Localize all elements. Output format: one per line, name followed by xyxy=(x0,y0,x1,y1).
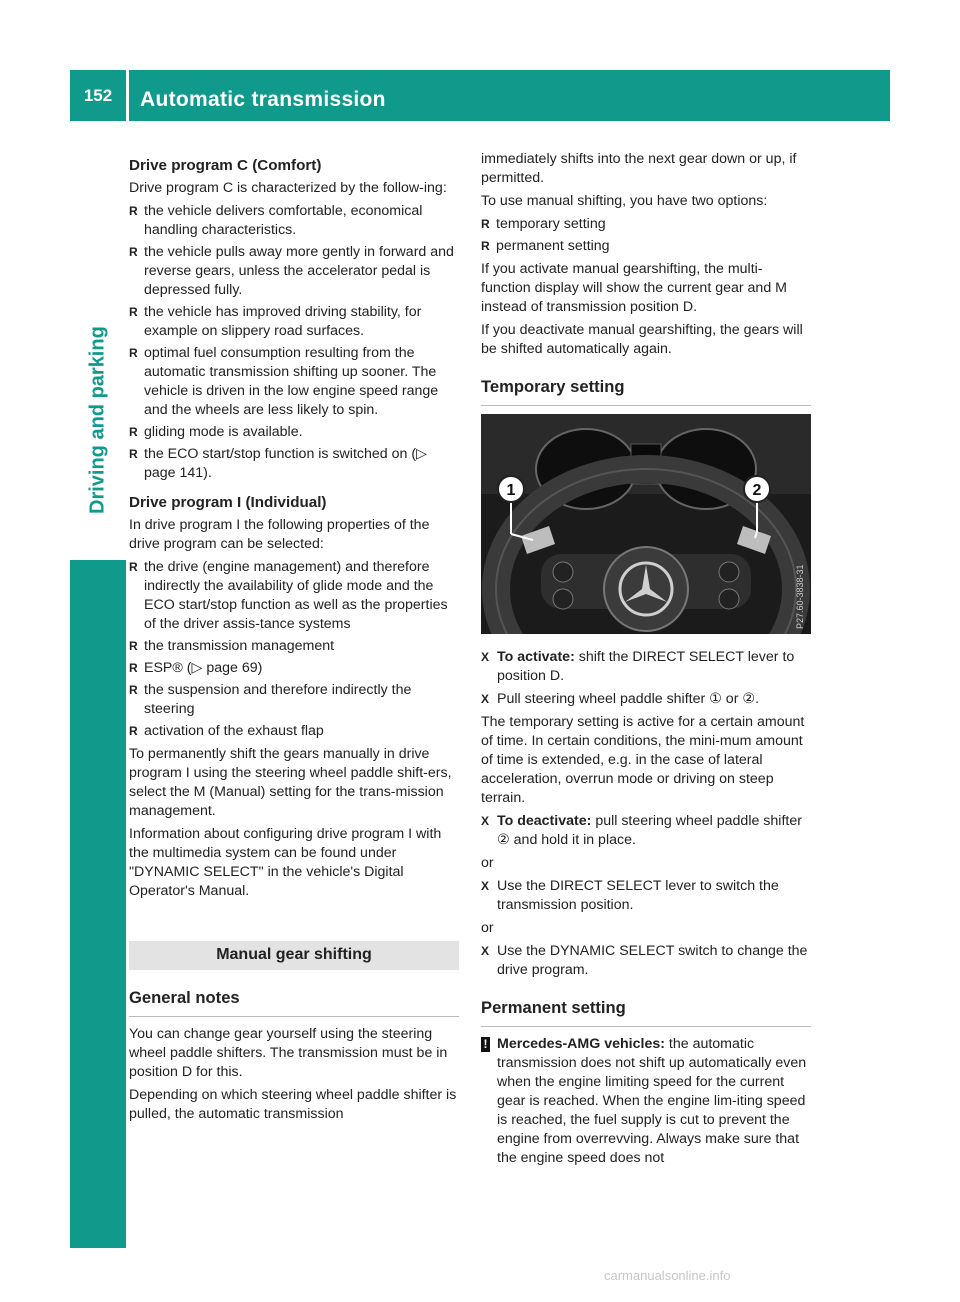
page-number: 152 xyxy=(83,85,113,105)
or-separator: or xyxy=(481,855,494,871)
chapter-label: Driving and parking xyxy=(86,326,109,514)
arrow-right-icon: X xyxy=(481,650,490,664)
individual-intro: In drive program I the following properties of the drive program can be selected: xyxy=(129,517,430,552)
page-title: Automatic transmission xyxy=(140,88,386,111)
comfort-list xyxy=(129,202,459,483)
list-item: R ESP® (▷ page 69) xyxy=(129,659,459,678)
steering-wheel-illustration xyxy=(481,414,811,634)
para-config-info: Information about configuring drive program I with the multimedia system can be found under "DYNAMIC SELECT" in the vehicle's Digital Operator's Manual. xyxy=(129,826,442,899)
heading-comfort: Drive program C (Comfort) xyxy=(129,157,322,174)
step-deactivate xyxy=(481,812,811,850)
heading-individual: Drive program I (Individual) xyxy=(129,494,327,511)
list-item: R gliding mode is available. xyxy=(129,423,459,442)
step-text: shift the DIRECT SELECT lever to position D. xyxy=(497,649,795,684)
figure-code: P27.60-3838-31 xyxy=(795,564,805,629)
list-item: R the suspension and therefore indirectly the steering xyxy=(129,681,459,719)
arrow-right-icon: X xyxy=(481,944,490,958)
step-label: To deactivate: xyxy=(497,813,592,829)
steering-wheel-figure xyxy=(481,414,811,634)
warning-label: Mercedes-AMG vehicles: xyxy=(497,1036,665,1052)
list-item: R optimal fuel consumption resulting from the automatic transmission shifting up sooner. The vehicle is driven in the low engine speed range and the wheels are less likely to spin. xyxy=(129,344,459,420)
options-list xyxy=(481,215,811,256)
temporary-para: The temporary setting is active for a certain amount of time. In certain conditions, the mini-mum amount of time is extended, e.g. in the case of lateral acceleration, overrun mode or driving on steep terrain. xyxy=(481,714,805,806)
right-column xyxy=(481,150,811,1168)
general-notes-2: Depending on which steering wheel paddle shifter is pulled, the automatic transmission xyxy=(129,1087,457,1122)
warning-text: the automatic transmission does not shift up automatically even when the engine limiting speed for the current gear is reached. When the engine lim-iting speed is reached, the fuel supply is cut to prevent the engine from overrevving. Always make sure that the engine speed does not xyxy=(497,1036,807,1166)
step-text: pull steering wheel paddle shifter ② and hold it in place. xyxy=(497,813,802,848)
arrow-right-icon: X xyxy=(481,692,490,706)
activate-para: If you activate manual gearshifting, the multi-function display will show the current gear and M instead of transmission position D. xyxy=(481,261,787,315)
watermark: carmanualsonline.info xyxy=(604,1268,731,1283)
warning-note xyxy=(481,1035,811,1168)
step-dynamic-select xyxy=(481,942,811,980)
step-text: Pull steering wheel paddle shifter ① or ②. xyxy=(497,691,760,707)
para-permanent-shift: To permanently shift the gears manually in drive program I using the steering wheel paddle shift-ers, select the M (Manual) setting for the trans-mission management. xyxy=(129,746,452,819)
left-column xyxy=(129,150,459,1128)
page-header xyxy=(70,70,890,121)
heading-temporary-setting: Temporary setting xyxy=(481,377,811,406)
section-manual-gear-shifting: Manual gear shifting xyxy=(129,941,459,970)
list-item: R activation of the exhaust flap xyxy=(129,722,459,741)
callout-2: 2 xyxy=(752,482,762,499)
or-separator: or xyxy=(481,920,494,936)
deactivate-para: If you deactivate manual gearshifting, the gears will be shifted automatically again. xyxy=(481,322,803,357)
list-item: R the drive (engine management) and therefore indirectly the availability of glide mode and the ECO start/stop function as well as the properties of the driver assis-tance systems xyxy=(129,558,459,634)
heading-general-notes: General notes xyxy=(129,988,459,1017)
list-item: R the vehicle has improved driving stability, for example on slippery road surfaces. xyxy=(129,303,459,341)
step-direct-select xyxy=(481,877,811,915)
list-item: R the vehicle pulls away more gently in forward and reverse gears, unless the accelerator pedal is depressed fully. xyxy=(129,243,459,300)
callout-1: 1 xyxy=(506,482,516,499)
arrow-right-icon: X xyxy=(481,814,490,828)
warning-icon: ! xyxy=(481,1037,490,1052)
list-item: R the vehicle delivers comfortable, economical handling characteristics. xyxy=(129,202,459,240)
step-pull-shifter xyxy=(481,690,811,709)
step-text: Use the DYNAMIC SELECT switch to change the drive program. xyxy=(497,943,808,978)
step-label: To activate: xyxy=(497,649,575,665)
list-item: R the transmission management xyxy=(129,637,459,656)
continued-text: immediately shifts into the next gear down or up, if permitted. xyxy=(481,151,797,186)
header-divider xyxy=(126,70,129,121)
list-item: R temporary setting xyxy=(481,215,811,234)
step-activate xyxy=(481,648,811,686)
individual-list xyxy=(129,558,459,741)
options-intro: To use manual shifting, you have two options: xyxy=(481,193,768,209)
chapter-block xyxy=(70,560,126,1248)
list-item: R permanent setting xyxy=(481,237,811,256)
comfort-intro: Drive program C is characterized by the follow-ing: xyxy=(129,180,447,196)
list-item: R the ECO start/stop function is switched on (▷ page 141). xyxy=(129,445,459,483)
heading-permanent-setting: Permanent setting xyxy=(481,998,811,1027)
arrow-right-icon: X xyxy=(481,879,490,893)
general-notes-1: You can change gear yourself using the steering wheel paddle shifters. The transmission must be in position D for this. xyxy=(129,1026,448,1080)
step-text: Use the DIRECT SELECT lever to switch the transmission position. xyxy=(497,878,779,913)
